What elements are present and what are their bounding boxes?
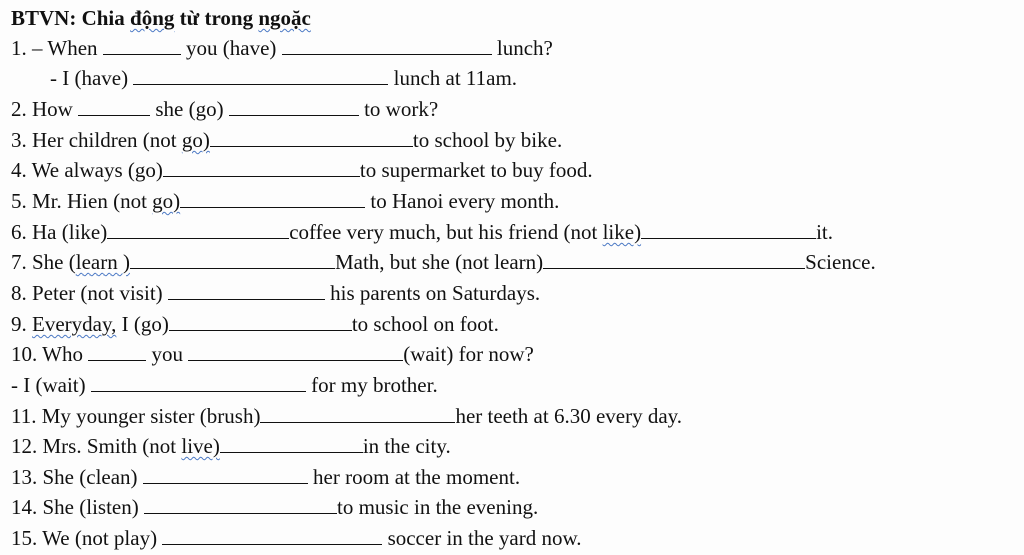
exercise-line-8: 8. Peter (not visit) his parents on Saturdays. bbox=[11, 281, 541, 305]
spellcheck-word: Everyday, bbox=[32, 312, 117, 336]
exercise-line-3: 3. Her children (not go) to school by bike. bbox=[11, 128, 563, 152]
spellcheck-word: ngoặc bbox=[258, 6, 311, 30]
exercise-line-9: 9. Everyday, I (go) to school on foot. bbox=[11, 312, 499, 336]
answer-blank[interactable] bbox=[91, 373, 306, 392]
exercise-line-14: 14. She (listen) to music in the evening. bbox=[11, 495, 539, 519]
exercise-line-1-answer: - I (have) lunch at 11am. bbox=[50, 66, 518, 90]
exercise-line-1: 1. – When you (have) lunch? bbox=[11, 36, 553, 60]
spellcheck-word: live) bbox=[181, 434, 220, 458]
answer-blank[interactable] bbox=[133, 66, 388, 85]
spellcheck-word: go) bbox=[181, 128, 210, 152]
spellcheck-word: learn ) bbox=[75, 250, 130, 274]
exercise-line-2: 2. How she (go) to work? bbox=[11, 97, 439, 121]
exercise-line-12: 12. Mrs. Smith (not live) in the city. bbox=[11, 434, 451, 458]
exercise-line-10: 10. Who you (wait) for now? bbox=[11, 342, 534, 366]
answer-blank[interactable] bbox=[162, 526, 382, 545]
answer-blank[interactable] bbox=[229, 97, 359, 116]
answer-blank[interactable] bbox=[543, 250, 805, 269]
answer-blank[interactable] bbox=[180, 189, 365, 208]
answer-blank[interactable] bbox=[130, 250, 335, 269]
answer-blank[interactable] bbox=[220, 434, 363, 453]
exercise-line-13: 13. She (clean) her room at the moment. bbox=[11, 465, 521, 489]
answer-blank[interactable] bbox=[88, 342, 146, 361]
exercise-line-10-answer: - I (wait) for my brother. bbox=[11, 373, 438, 397]
spellcheck-word: động bbox=[130, 6, 175, 30]
spellcheck-word: like) bbox=[602, 220, 642, 244]
exercise-line-6: 6. Ha (like) coffee very much, but his friend (not like) it. bbox=[11, 220, 833, 244]
answer-blank[interactable] bbox=[107, 220, 289, 239]
answer-blank[interactable] bbox=[168, 281, 325, 300]
answer-blank[interactable] bbox=[260, 404, 455, 423]
worksheet-title: BTVN: Chia động từ trong ngoặc bbox=[11, 6, 311, 30]
spellcheck-word: go) bbox=[152, 189, 181, 213]
answer-blank[interactable] bbox=[641, 220, 816, 239]
answer-blank[interactable] bbox=[282, 36, 492, 55]
answer-blank[interactable] bbox=[163, 158, 360, 177]
exercise-line-7: 7. She (learn ) Math, but she (not learn) Science. bbox=[11, 250, 876, 274]
answer-blank[interactable] bbox=[103, 36, 181, 55]
answer-blank[interactable] bbox=[169, 312, 352, 331]
answer-blank[interactable] bbox=[78, 97, 150, 116]
answer-blank[interactable] bbox=[188, 342, 403, 361]
exercise-line-4: 4. We always (go) to supermarket to buy food. bbox=[11, 158, 593, 182]
answer-blank[interactable] bbox=[210, 128, 413, 147]
answer-blank[interactable] bbox=[143, 465, 308, 484]
answer-blank[interactable] bbox=[144, 495, 337, 514]
exercise-line-5: 5. Mr. Hien (not go) to Hanoi every month. bbox=[11, 189, 560, 213]
exercise-line-11: 11. My younger sister (brush) her teeth at 6.30 every day. bbox=[11, 404, 683, 428]
exercise-line-15: 15. We (not play) soccer in the yard now. bbox=[11, 526, 582, 550]
